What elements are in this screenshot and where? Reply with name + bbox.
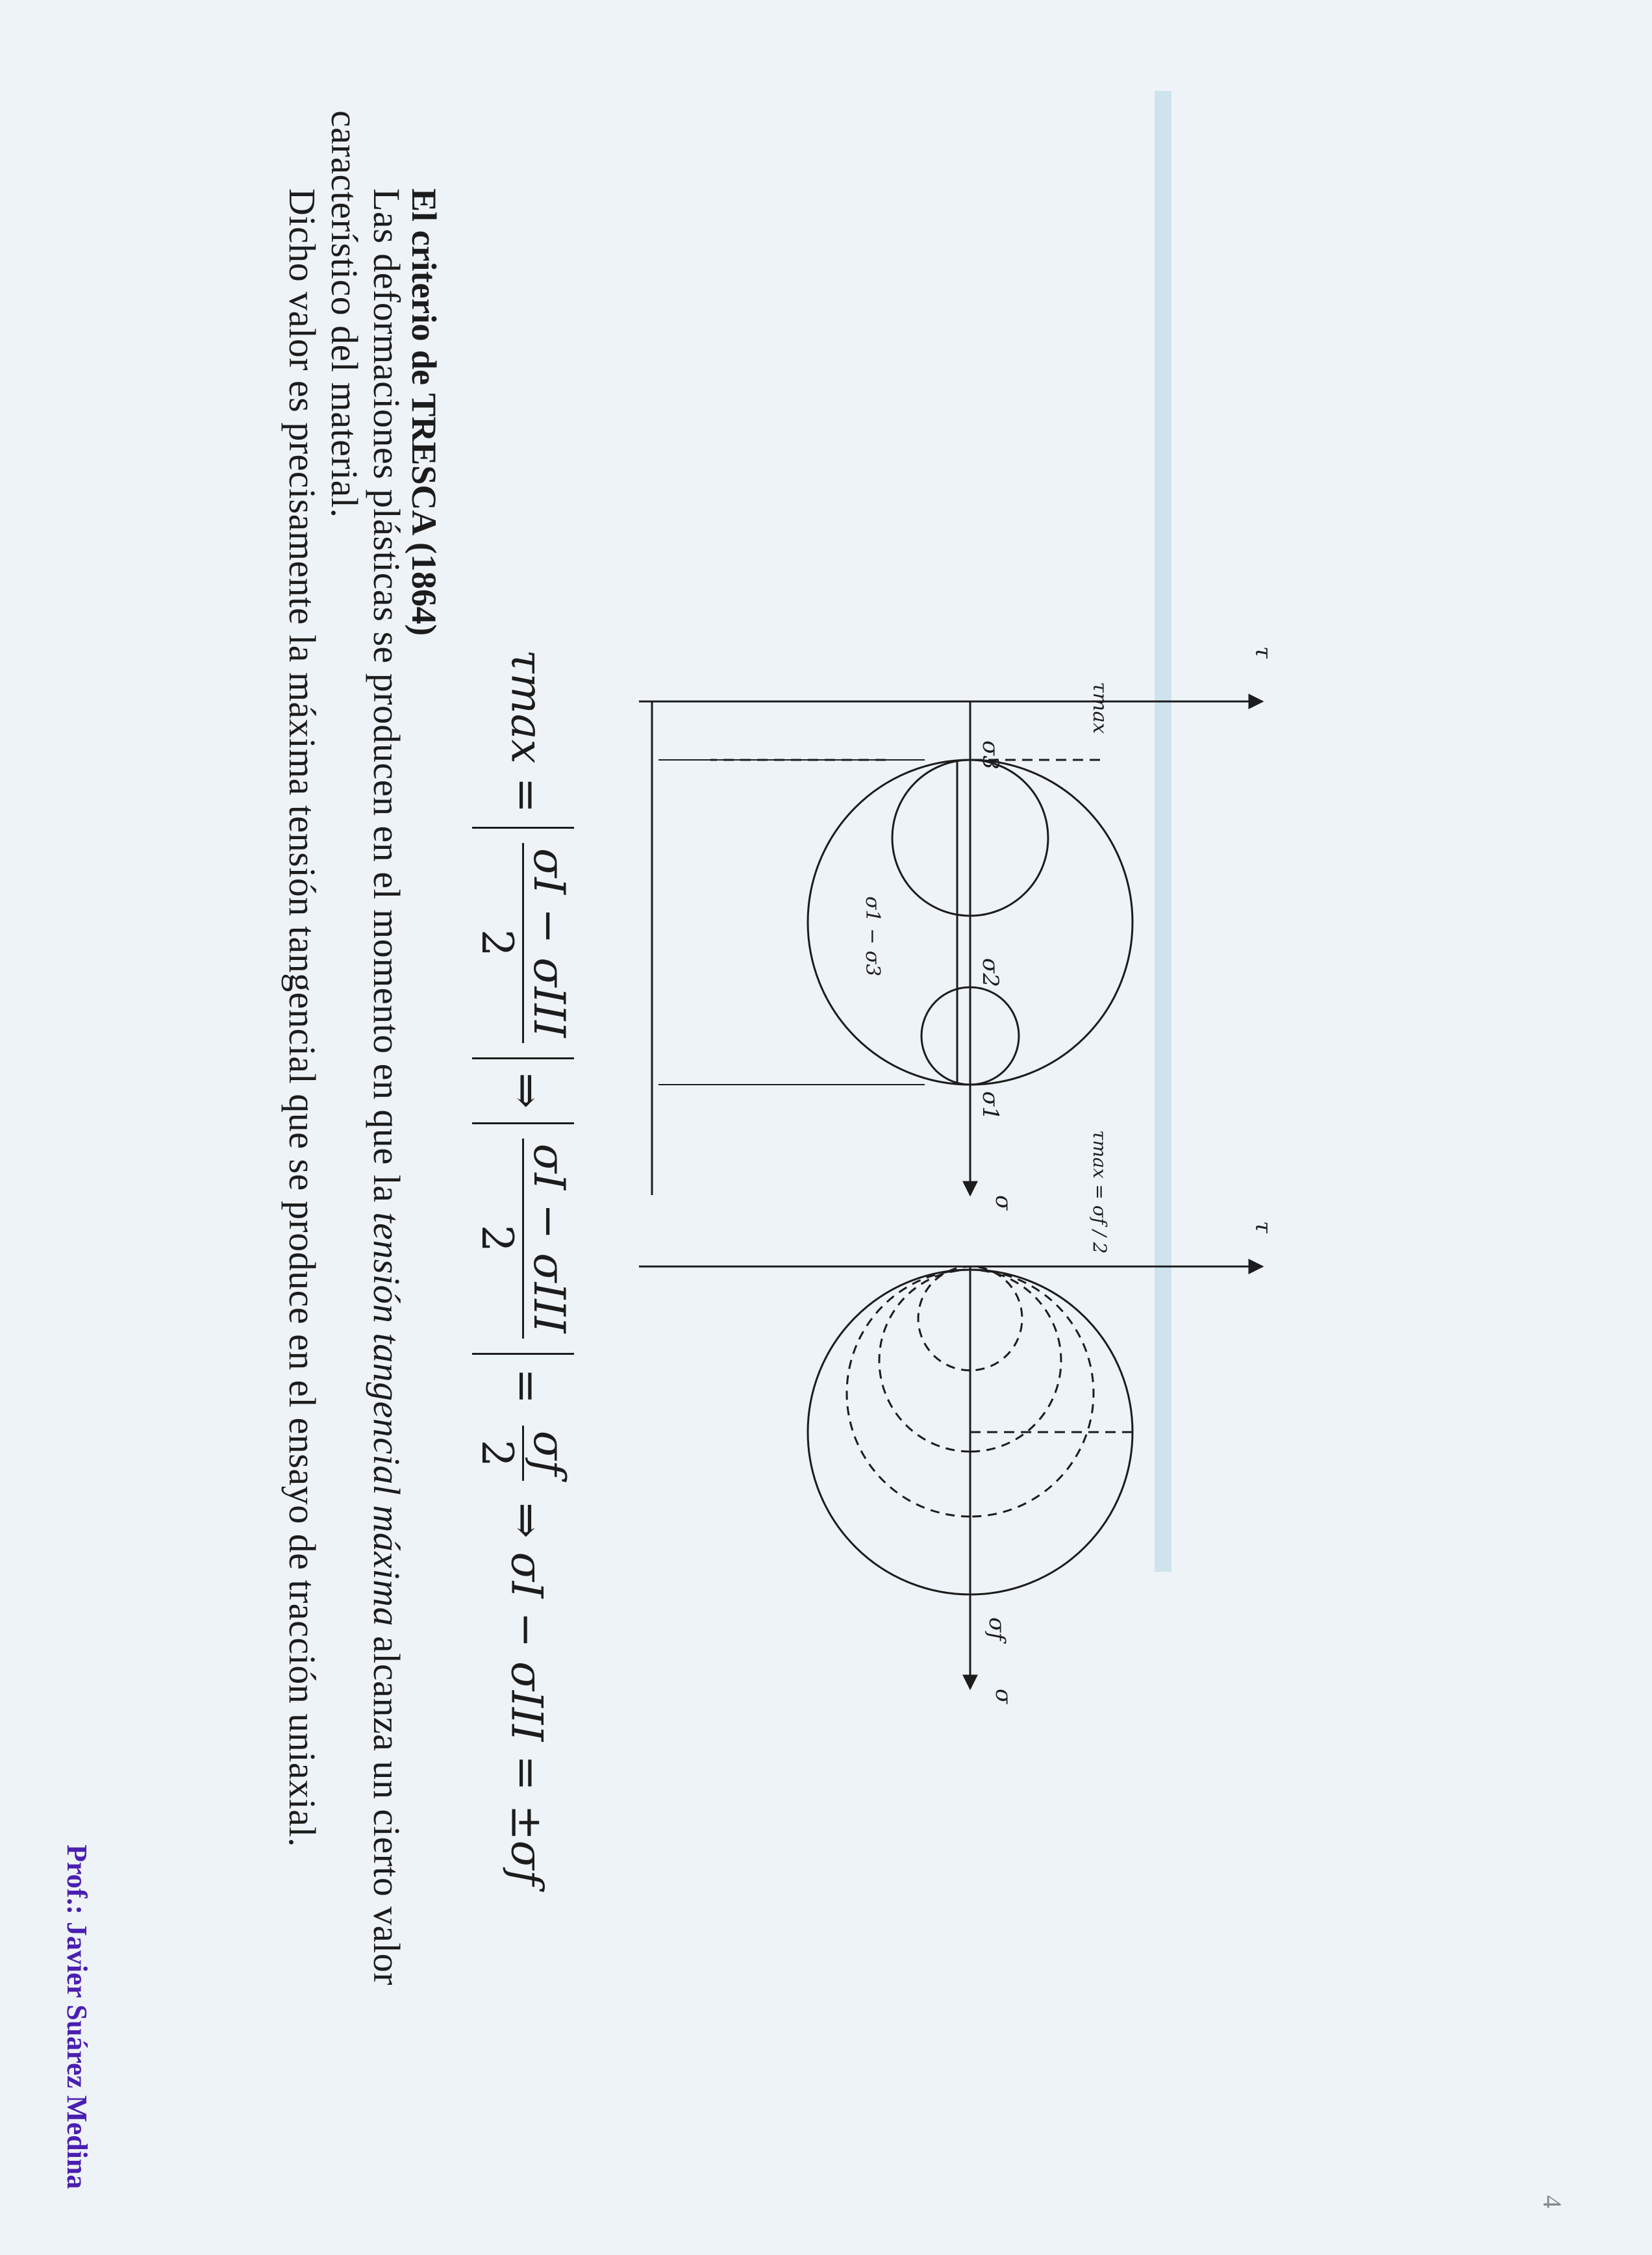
right-tau-max-label: τmax = σf / 2 xyxy=(1089,1130,1110,1254)
frac1-num: σI − σIII xyxy=(522,843,574,1043)
frac3-den: 2 xyxy=(472,1439,522,1467)
formula-rhs: σI − σIII = ±σf xyxy=(501,1552,552,1886)
frac2-num: σI − σIII xyxy=(522,1139,574,1339)
left-sigma-label: σ xyxy=(990,1195,1016,1211)
formula-eq: = xyxy=(501,777,552,813)
abs-fraction-2 xyxy=(472,1122,574,1355)
sigma3-label: σ3 xyxy=(977,740,1003,770)
frac1-den: 2 xyxy=(472,929,522,957)
right-sigma-label: σ xyxy=(990,1689,1016,1704)
formula-lhs: τmax xyxy=(501,649,552,764)
sigma1-label: σ1 xyxy=(977,1091,1003,1120)
section-title: El criterio de TRESCA (1864) xyxy=(405,188,444,636)
left-tau-label: τ xyxy=(1250,646,1276,659)
formula-implies2: ⇒ xyxy=(501,1502,552,1539)
frac3-num: σf xyxy=(522,1426,574,1481)
tresca-formula xyxy=(472,649,574,1885)
abs-fraction-1 xyxy=(472,827,574,1059)
author-credit: Prof.: Javier Suárez Medina xyxy=(61,1845,93,2189)
text-run: Las deformaciones plásticas se producen en el momento en que la xyxy=(366,188,408,1213)
frac2-den: 2 xyxy=(472,1224,522,1252)
italic-term: tensión tangencial máxima xyxy=(366,1212,408,1627)
formula-eq2: = xyxy=(501,1368,552,1404)
formula-implies: ⇒ xyxy=(501,1072,552,1109)
paragraph-line-3: Dicho valor es precisamente la máxima tensión tangencial que se produce en el ensayo de tracción uniaxial. xyxy=(281,188,323,1848)
sigma2-label: σ2 xyxy=(977,958,1003,987)
sigma-f-label: σf xyxy=(984,1617,1010,1641)
span-label: σ1 − σ3 xyxy=(861,896,884,977)
paragraph-line-2: característico del material. xyxy=(323,110,366,518)
right-tau-label: τ xyxy=(1250,1221,1276,1233)
left-tau-max-label: τmax xyxy=(1088,682,1111,734)
page-number: 4 xyxy=(1538,2195,1567,2208)
text-run: alcanza un cierto valor xyxy=(366,1626,408,1986)
